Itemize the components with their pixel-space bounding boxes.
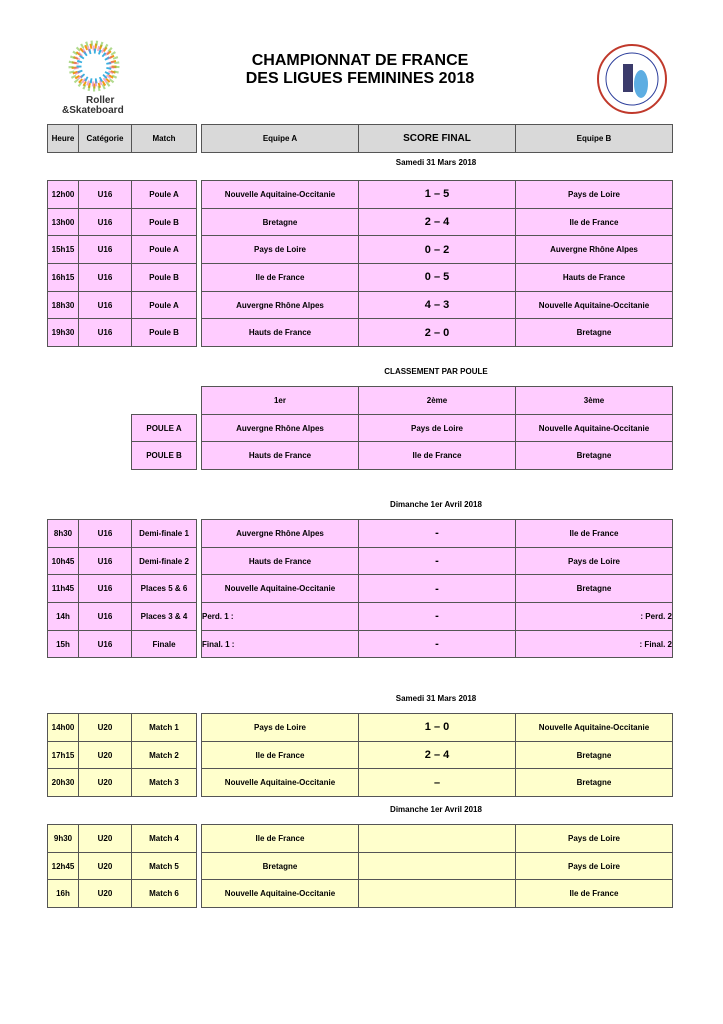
- team-b: Pays de Loire: [516, 825, 673, 853]
- team-a: Pays de Loire: [202, 236, 359, 264]
- team-b: Ile de France: [516, 520, 673, 548]
- section-date: Samedi 31 Mars 2018: [395, 158, 477, 167]
- team-a: Ile de France: [202, 741, 359, 769]
- match-table-info: [47, 713, 197, 797]
- match-row: [202, 547, 673, 575]
- score: –: [359, 769, 516, 797]
- team-b: Ile de France: [516, 208, 673, 236]
- match-table-info: [47, 824, 197, 908]
- score: 4 – 3: [359, 291, 516, 319]
- match-table-teams: [201, 713, 673, 797]
- match-row: [48, 547, 197, 575]
- team-a: Hauts de France: [202, 319, 359, 347]
- match-time: 19h30: [48, 319, 79, 347]
- match-row: [48, 319, 197, 347]
- match-category: U20: [79, 825, 132, 853]
- match-time: 8h30: [48, 520, 79, 548]
- match-time: 9h30: [48, 825, 79, 853]
- match-time: 16h: [48, 880, 79, 908]
- match-row: [48, 520, 197, 548]
- match-time: 13h00: [48, 208, 79, 236]
- score: -: [359, 547, 516, 575]
- team-a: Pays de Loire: [202, 714, 359, 742]
- match-row: [48, 880, 197, 908]
- poule-a-1: Auvergne Rhône Alpes: [202, 414, 359, 442]
- match-time: 15h: [48, 630, 79, 658]
- score: 1 – 0: [359, 714, 516, 742]
- poule-a-3: Nouvelle Aquitaine-Occitanie: [516, 414, 673, 442]
- match-time: 12h00: [48, 181, 79, 209]
- match-label: Poule B: [132, 319, 197, 347]
- match-label: Poule A: [132, 291, 197, 319]
- team-b: : Perd. 2: [516, 603, 673, 631]
- match-row: [48, 208, 197, 236]
- col-heure: Heure: [48, 125, 79, 153]
- match-time: 18h30: [48, 291, 79, 319]
- team-a: Nouvelle Aquitaine-Occitanie: [202, 880, 359, 908]
- match-row: [202, 603, 673, 631]
- match-row: [48, 181, 197, 209]
- section-date: Samedi 31 Mars 2018: [395, 694, 477, 703]
- match-category: U20: [79, 741, 132, 769]
- poule-a-label: POULE A: [132, 414, 197, 442]
- match-row: [202, 825, 673, 853]
- team-a: Nouvelle Aquitaine-Occitanie: [202, 769, 359, 797]
- match-label: Demi-finale 1: [132, 520, 197, 548]
- col-equipe-a: Equipe A: [202, 125, 359, 153]
- rank-1: 1er: [202, 387, 359, 415]
- match-table-info: [47, 519, 197, 658]
- team-b: Hauts de France: [516, 264, 673, 292]
- svg-text:&Skateboard: &Skateboard: [62, 105, 124, 116]
- section-date: Dimanche 1er Avril 2018: [390, 500, 482, 509]
- classement-header: [201, 386, 673, 470]
- match-label: Poule B: [132, 208, 197, 236]
- match-table-teams: [201, 180, 673, 347]
- team-b: Pays de Loire: [516, 181, 673, 209]
- match-category: U16: [79, 547, 132, 575]
- match-row: [48, 630, 197, 658]
- match-category: U20: [79, 769, 132, 797]
- match-time: 17h15: [48, 741, 79, 769]
- score: 0 – 2: [359, 236, 516, 264]
- score: 0 – 5: [359, 264, 516, 292]
- team-b: Nouvelle Aquitaine-Occitanie: [516, 714, 673, 742]
- poule-b-1: Hauts de France: [202, 442, 359, 470]
- rank-2: 2ème: [359, 387, 516, 415]
- score: 1 – 5: [359, 181, 516, 209]
- match-row: [202, 575, 673, 603]
- match-category: U16: [79, 236, 132, 264]
- match-row: [202, 714, 673, 742]
- match-row: [48, 575, 197, 603]
- col-match: Match: [132, 125, 197, 153]
- match-time: 12h45: [48, 852, 79, 880]
- match-row: [48, 714, 197, 742]
- poule-b-3: Bretagne: [516, 442, 673, 470]
- match-label: Places 3 & 4: [132, 603, 197, 631]
- match-category: U20: [79, 852, 132, 880]
- team-a: Auvergne Rhône Alpes: [202, 291, 359, 319]
- match-table-teams: [201, 519, 673, 658]
- col-categorie: Catégorie: [79, 125, 132, 153]
- team-b: Bretagne: [516, 319, 673, 347]
- match-label: Match 3: [132, 769, 197, 797]
- match-category: U16: [79, 603, 132, 631]
- match-row: [202, 208, 673, 236]
- match-time: 15h15: [48, 236, 79, 264]
- match-row: [202, 852, 673, 880]
- match-label: Match 4: [132, 825, 197, 853]
- match-row: [202, 880, 673, 908]
- team-a: Auvergne Rhône Alpes: [202, 520, 359, 548]
- team-a: Nouvelle Aquitaine-Occitanie: [202, 181, 359, 209]
- match-category: U16: [79, 181, 132, 209]
- col-equipe-b: Equipe B: [516, 125, 673, 153]
- team-b: Bretagne: [516, 741, 673, 769]
- match-time: 20h30: [48, 769, 79, 797]
- score: 2 – 0: [359, 319, 516, 347]
- team-a: Perd. 1 :: [202, 603, 359, 631]
- team-b: Ile de France: [516, 880, 673, 908]
- match-category: U16: [79, 264, 132, 292]
- header-left: [47, 124, 197, 153]
- match-time: 14h: [48, 603, 79, 631]
- match-row: [48, 603, 197, 631]
- team-a: Nouvelle Aquitaine-Occitanie: [202, 575, 359, 603]
- score: -: [359, 575, 516, 603]
- rank-3: 3ème: [516, 387, 673, 415]
- title-line-1: CHAMPIONNAT DE FRANCE: [251, 52, 469, 69]
- match-row: [48, 852, 197, 880]
- match-row: [48, 264, 197, 292]
- ffrs-logo: [58, 40, 134, 116]
- team-a: Bretagne: [202, 852, 359, 880]
- match-row: [202, 291, 673, 319]
- team-b: Bretagne: [516, 575, 673, 603]
- us-coutras-logo: [595, 42, 669, 116]
- match-row: [48, 825, 197, 853]
- team-b: Auvergne Rhône Alpes: [516, 236, 673, 264]
- match-table-info: [47, 180, 197, 347]
- match-category: U16: [79, 291, 132, 319]
- match-label: Finale: [132, 630, 197, 658]
- match-label: Poule A: [132, 236, 197, 264]
- match-time: 14h00: [48, 714, 79, 742]
- match-label: Match 1: [132, 714, 197, 742]
- team-a: Bretagne: [202, 208, 359, 236]
- match-time: 16h15: [48, 264, 79, 292]
- col-score: SCORE FINAL: [359, 125, 516, 153]
- match-label: Match 5: [132, 852, 197, 880]
- title-line-2: DES LIGUES FEMININES 2018: [245, 70, 475, 87]
- match-label: Match 2: [132, 741, 197, 769]
- poule-b-label: POULE B: [132, 442, 197, 470]
- classement-caption: CLASSEMENT PAR POULE: [384, 367, 488, 376]
- score: -: [359, 520, 516, 548]
- match-label: Match 6: [132, 880, 197, 908]
- score: -: [359, 603, 516, 631]
- match-table-teams: [201, 824, 673, 908]
- match-label: Demi-finale 2: [132, 547, 197, 575]
- header-right: [201, 124, 673, 153]
- team-a: Ile de France: [202, 825, 359, 853]
- match-category: U16: [79, 630, 132, 658]
- match-category: U20: [79, 714, 132, 742]
- poule-a-2: Pays de Loire: [359, 414, 516, 442]
- match-row: [48, 291, 197, 319]
- score: 2 – 4: [359, 208, 516, 236]
- team-b: Pays de Loire: [516, 852, 673, 880]
- team-a: Final. 1 :: [202, 630, 359, 658]
- match-category: U16: [79, 319, 132, 347]
- match-category: U20: [79, 880, 132, 908]
- poule-b-2: Ile de France: [359, 442, 516, 470]
- team-b: : Final. 2: [516, 630, 673, 658]
- match-row: [202, 741, 673, 769]
- svg-text:Roller: Roller: [86, 95, 115, 106]
- match-category: U16: [79, 208, 132, 236]
- score: [359, 825, 516, 853]
- team-b: Bretagne: [516, 769, 673, 797]
- classement-poules: [131, 414, 197, 470]
- team-a: Ile de France: [202, 264, 359, 292]
- match-time: 10h45: [48, 547, 79, 575]
- team-a: Hauts de France: [202, 547, 359, 575]
- match-row: [202, 181, 673, 209]
- match-row: [202, 630, 673, 658]
- match-row: [202, 769, 673, 797]
- team-b: Pays de Loire: [516, 547, 673, 575]
- match-label: Poule A: [132, 181, 197, 209]
- score: -: [359, 630, 516, 658]
- section-date: Dimanche 1er Avril 2018: [390, 805, 482, 814]
- match-time: 11h45: [48, 575, 79, 603]
- match-row: [202, 236, 673, 264]
- match-label: Poule B: [132, 264, 197, 292]
- match-row: [202, 319, 673, 347]
- match-row: [202, 264, 673, 292]
- team-b: Nouvelle Aquitaine-Occitanie: [516, 291, 673, 319]
- match-label: Places 5 & 6: [132, 575, 197, 603]
- score: 2 – 4: [359, 741, 516, 769]
- match-category: U16: [79, 520, 132, 548]
- match-row: [202, 520, 673, 548]
- score: [359, 880, 516, 908]
- match-row: [48, 769, 197, 797]
- page-title: [200, 52, 520, 88]
- match-row: [48, 236, 197, 264]
- match-category: U16: [79, 575, 132, 603]
- match-row: [48, 741, 197, 769]
- score: [359, 852, 516, 880]
